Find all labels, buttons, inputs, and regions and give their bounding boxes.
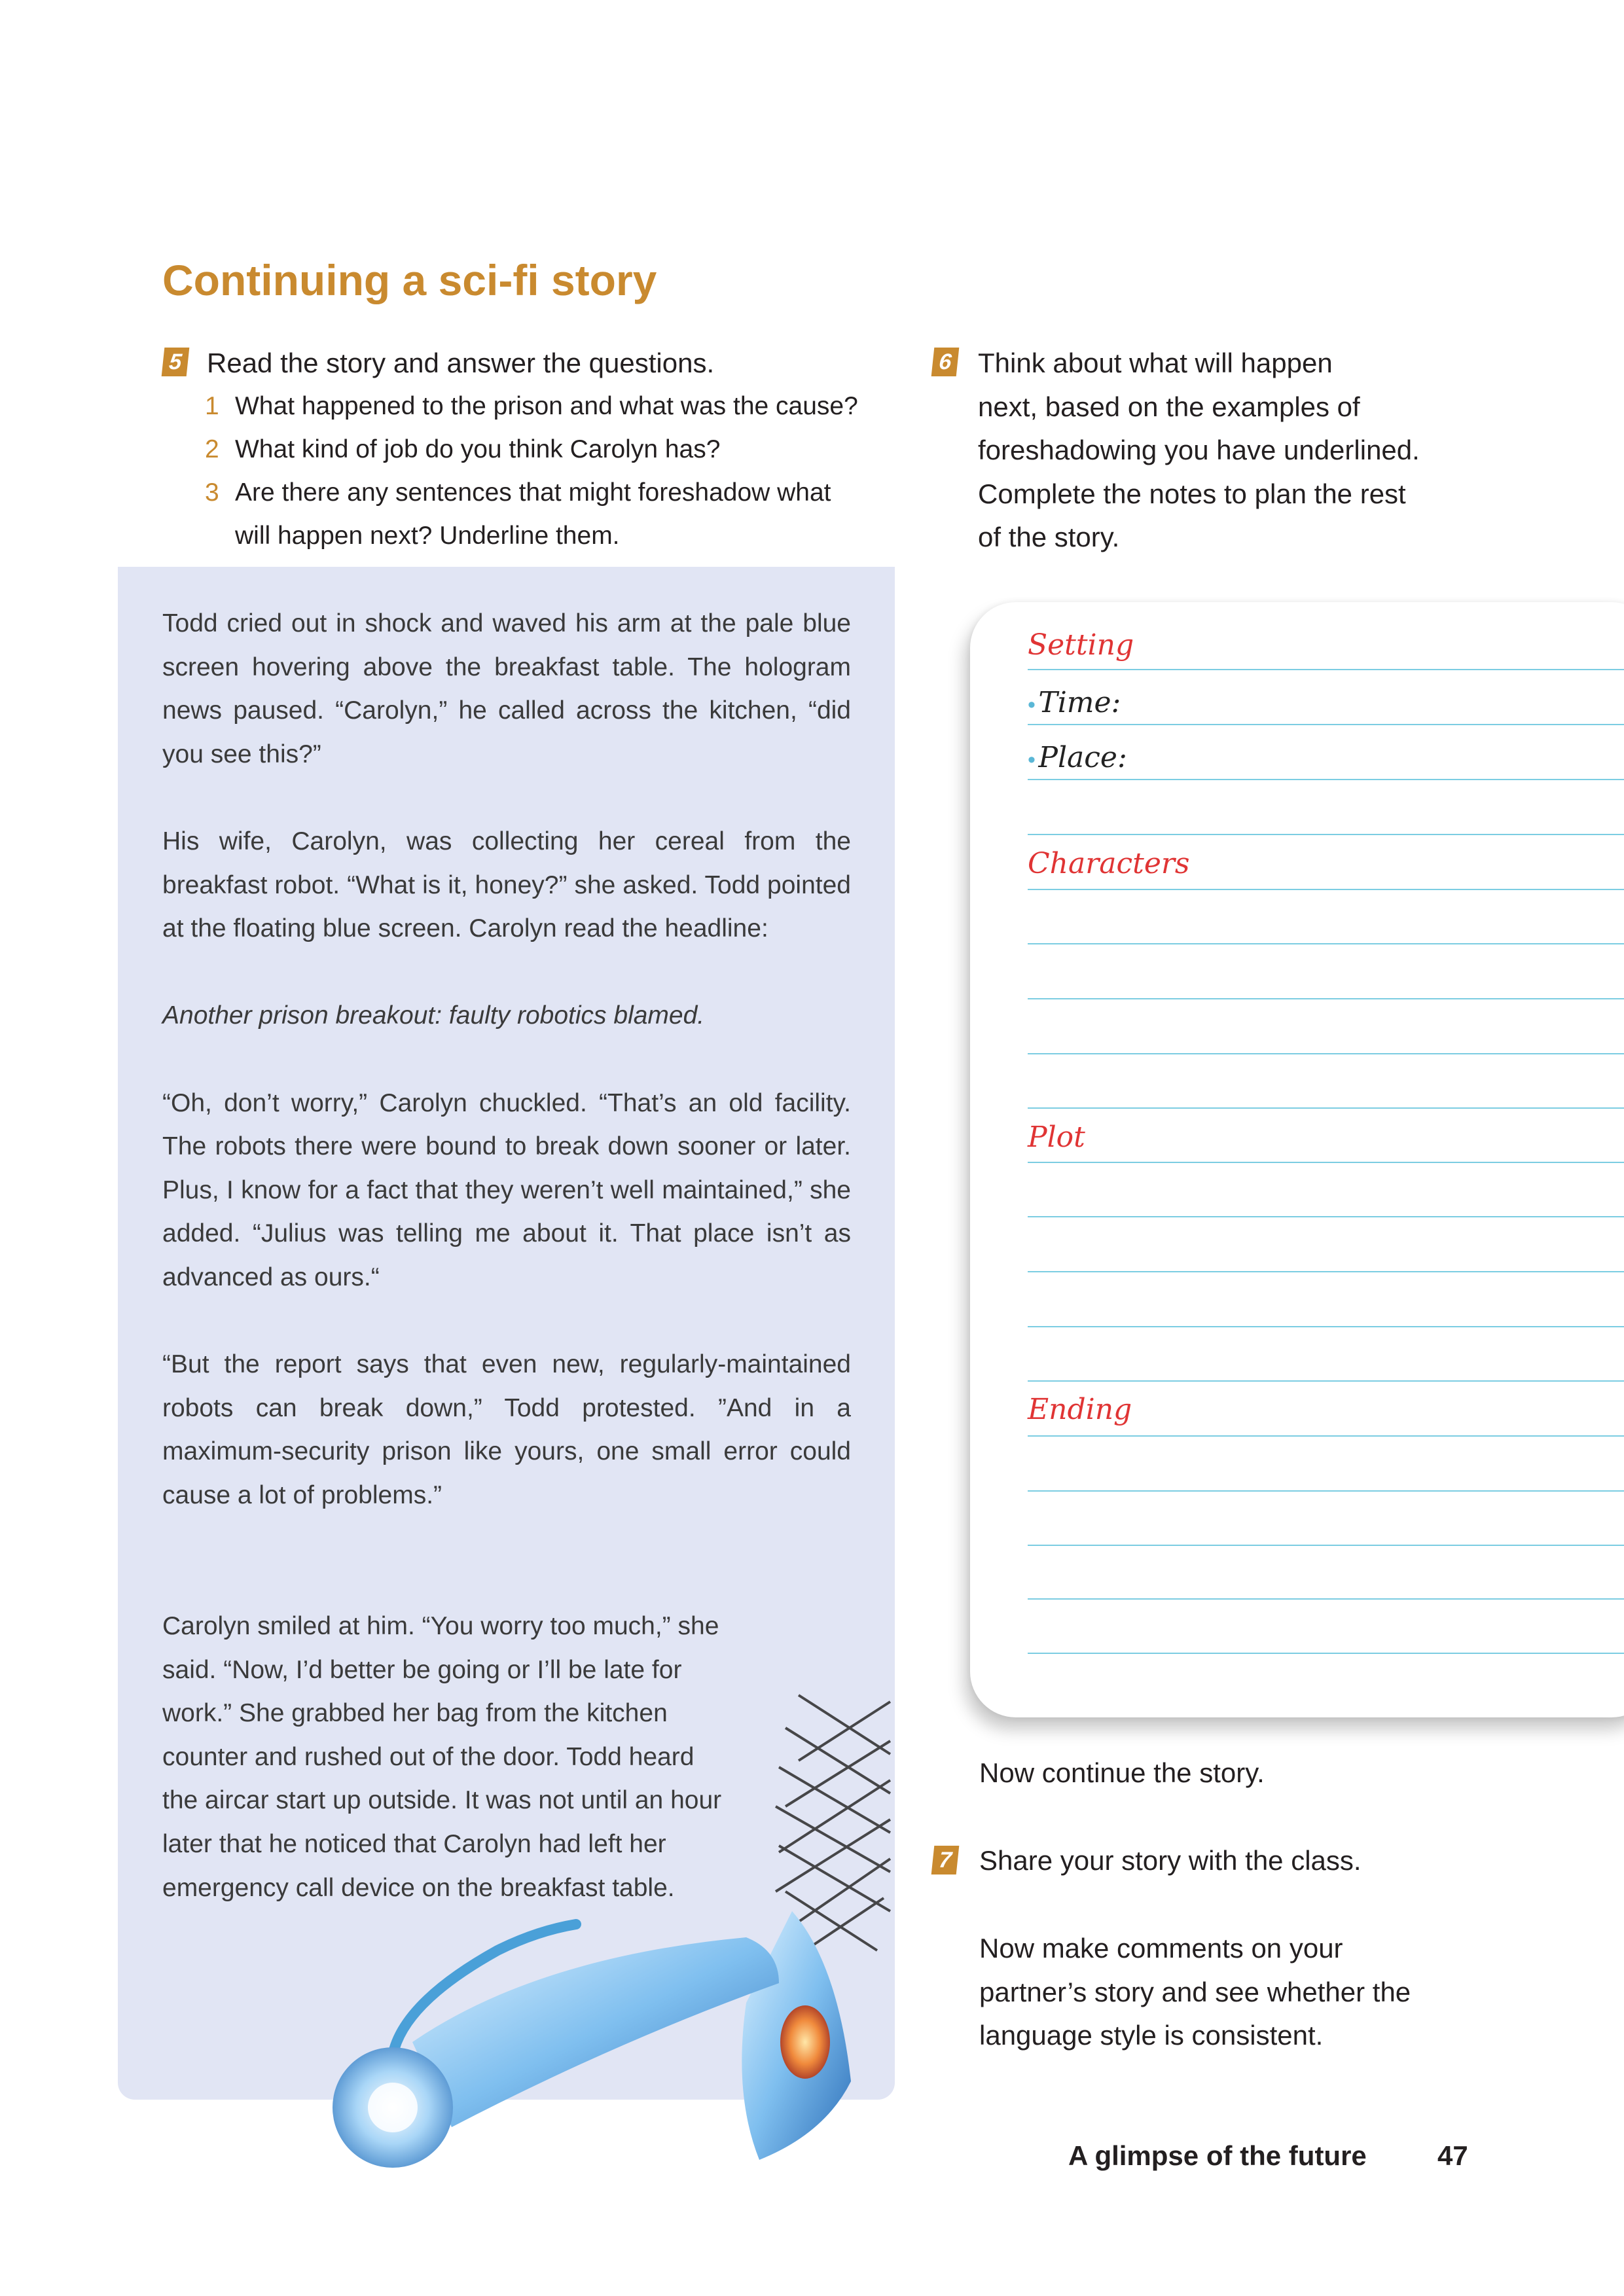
note-line[interactable] <box>1028 1598 1624 1600</box>
note-line[interactable] <box>1028 1107 1624 1109</box>
note-line[interactable] <box>1028 1216 1624 1217</box>
note-line[interactable] <box>1028 1053 1624 1054</box>
task-number-badge: 6 <box>931 348 960 376</box>
story-paragraph: Todd cried out in shock and waved his arm at the pale blue screen hovering above the breakfast table. The hologram news paused. “Carolyn,” he called across the kitchen, “did you see this?” <box>162 609 851 768</box>
instruction-line: next, based on the examples of <box>978 391 1360 422</box>
note-heading-setting: Setting <box>1028 628 1134 662</box>
task6-instructions <box>978 342 1420 560</box>
instruction-line: Now make comments on your <box>979 1933 1343 1964</box>
question-number: 1 <box>205 392 219 420</box>
question-text: What kind of job do you think Carolyn has? <box>235 435 721 463</box>
note-line[interactable] <box>1028 1653 1624 1654</box>
note-heading-plot: Plot <box>1028 1121 1085 1154</box>
story-line: Carolyn smiled at him. “You worry too much,” she <box>162 1612 719 1640</box>
task-instruction: Read the story and answer the questions. <box>207 348 715 378</box>
instruction-line: Complete the notes to plan the rest <box>978 478 1406 509</box>
note-label: Time: <box>1038 686 1121 719</box>
note-item-place <box>1028 741 1127 774</box>
note-line[interactable] <box>1028 998 1624 999</box>
story-headline: Another prison breakout: faulty robotics blamed. <box>162 1001 705 1030</box>
note-line[interactable] <box>1028 1490 1624 1492</box>
note-line[interactable] <box>1028 889 1624 890</box>
story-paragraph: His wife, Carolyn, was collecting her cereal from the breakfast robot. “What is it, honey?” she asked. Todd pointed at the floating blue screen. Carolyn read the headline: <box>162 827 851 943</box>
bullet-icon: • <box>1028 747 1036 772</box>
note-line[interactable] <box>1028 943 1624 944</box>
note-label: Place: <box>1038 741 1127 774</box>
story-paragraph: “But the report says that even new, regularly-maintained robots can break down,” Todd protested. ”And in a maximum-security prison like yours, one small error could cause a lot of problems.” <box>162 1350 851 1509</box>
note-line[interactable] <box>1028 724 1624 725</box>
task-instruction: Share your story with the class. <box>979 1845 1362 1876</box>
story-line: emergency call device on the breakfast table. <box>162 1873 675 1902</box>
instruction-line: Think about what will happen <box>978 348 1333 378</box>
question-item <box>205 428 720 471</box>
note-heading-ending: Ending <box>1028 1393 1132 1426</box>
story-line: work.” She grabbed her bag from the kitchen <box>162 1699 668 1728</box>
chapter-title: A glimpse of the future <box>1068 2140 1367 2171</box>
note-heading-characters: Characters <box>1028 847 1190 880</box>
page-number: 47 <box>1437 2140 1468 2171</box>
question-text: Are there any sentences that might foreshadow what <box>235 478 831 507</box>
task-number-badge: 7 <box>931 1846 960 1874</box>
instruction-line: language style is consistent. <box>979 2020 1324 2051</box>
note-item-time <box>1028 686 1121 719</box>
note-line[interactable] <box>1028 779 1624 780</box>
note-line[interactable] <box>1028 1435 1624 1437</box>
story-line: said. “Now, I’d better be going or I’ll be late for <box>162 1655 682 1684</box>
claw-glow <box>780 2005 830 2079</box>
note-line[interactable] <box>1028 669 1624 670</box>
story-line: later that he noticed that Carolyn had left her <box>162 1829 666 1858</box>
note-line[interactable] <box>1028 1380 1624 1382</box>
story-paragraph: “Oh, don’t worry,” Carolyn chuckled. “That’s an old facility. The robots there were bound to break down sooner or later. Plus, I know for a fact that they weren’t well maintained,” she added. “Julius was telling me about it. That place isn’t as advanced as ours.“ <box>162 1088 851 1291</box>
note-line[interactable] <box>1028 834 1624 835</box>
question-text: What happened to the prison and what was the cause? <box>235 392 858 420</box>
story-line: the aircar start up outside. It was not until an hour <box>162 1786 722 1815</box>
question-item <box>205 385 858 428</box>
instruction-line: of the story. <box>978 522 1120 553</box>
question-number: 2 <box>205 435 219 463</box>
note-line[interactable] <box>1028 1271 1624 1272</box>
note-line[interactable] <box>1028 1326 1624 1327</box>
question-item <box>205 471 831 514</box>
bullet-icon: • <box>1028 692 1036 717</box>
story-line: counter and rushed out of the door. Todd heard <box>162 1742 695 1771</box>
instruction-line: foreshadowing you have underlined. <box>978 435 1420 466</box>
story-text <box>162 602 851 1517</box>
instruction-line: partner’s story and see whether the <box>979 1976 1411 2007</box>
continue-instruction: Now continue the story. <box>979 1757 1265 1788</box>
task7-followup <box>979 1927 1411 2058</box>
question-number: 3 <box>205 478 219 507</box>
task-number-badge: 5 <box>162 348 190 376</box>
note-line[interactable] <box>1028 1162 1624 1163</box>
question-continuation: will happen next? Underline them. <box>235 522 620 550</box>
note-line[interactable] <box>1028 1545 1624 1546</box>
robot-arm-illustration <box>262 1676 903 2173</box>
section-title: Continuing a sci-fi story <box>162 256 657 304</box>
